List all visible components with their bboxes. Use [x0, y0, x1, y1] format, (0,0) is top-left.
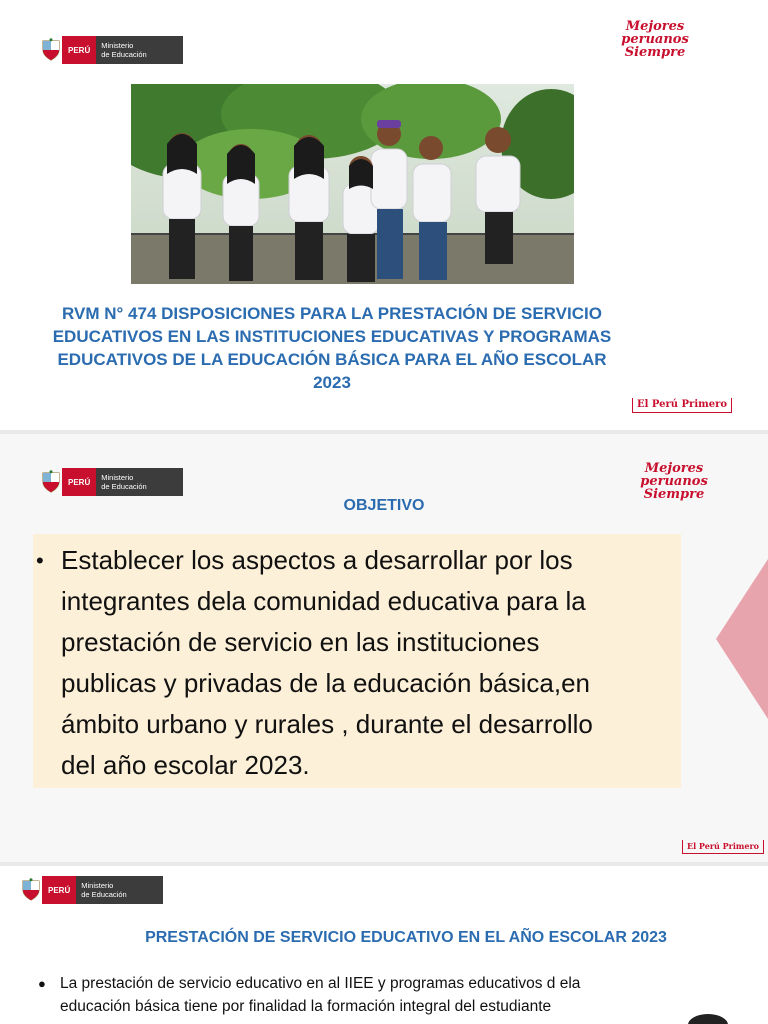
objective-heading: OBJETIVO	[343, 497, 425, 514]
slogan-line-1: Mejores	[644, 461, 704, 476]
slogan-line-2: peruanos	[621, 32, 689, 47]
slogan-logo	[620, 20, 690, 59]
decorative-shape	[688, 1014, 728, 1024]
objective-line-1: Establecer los aspectos a desarrollar por los	[61, 545, 573, 575]
objective-line-3: prestación de servicio en las instituciones	[61, 627, 540, 657]
objective-item	[33, 540, 673, 786]
objective-line-4: publicas y privadas de la educación básica,en	[61, 668, 591, 698]
ministry-logo	[20, 876, 163, 904]
el-peru-primero-tag: El Perú Primero	[682, 840, 764, 854]
slide-3	[0, 866, 768, 1024]
slogan-line-3: Siempre	[624, 45, 686, 60]
ministry-logo	[40, 36, 183, 64]
peru-label: PERÚ	[62, 468, 96, 496]
coat-of-arms-icon	[40, 468, 62, 496]
students-photo	[131, 84, 574, 284]
service-line-1: La prestación de servicio educativo en al IIEE y programas educativos d ela	[60, 975, 581, 992]
title-line-3: EDUCATIVOS DE LA EDUCACIÓN BÁSICA PARA EL AÑO ESCOLAR	[57, 350, 607, 369]
ministry-name	[96, 468, 182, 496]
coat-of-arms-icon	[20, 876, 42, 904]
coat-of-arms-icon	[40, 36, 62, 64]
decorative-triangle	[716, 559, 768, 719]
bullet-icon: ●	[38, 976, 46, 991]
ministry-line-2: de Educación	[101, 482, 147, 491]
objective-box	[33, 534, 681, 788]
ministry-line-2: de Educación	[81, 890, 127, 899]
slide-2	[0, 434, 768, 862]
slogan-line-2: peruanos	[640, 474, 708, 489]
slide-3-title: PRESTACIÓN DE SERVICIO EDUCATIVO EN EL AÑO ESCOLAR 2023	[145, 929, 667, 946]
bullet-icon: •	[36, 548, 44, 573]
ministry-name	[96, 36, 182, 64]
service-line-2: educación básica tiene por finalidad la formación integral del estudiante	[60, 998, 552, 1015]
objective-line-2: integrantes dela comunidad educativa para la	[61, 586, 586, 616]
slogan-line-3: Siempre	[643, 487, 705, 502]
objective-line-6: del año escolar 2023.	[61, 750, 310, 780]
title-line-1: RVM N° 474 DISPOSICIONES PARA LA PRESTACIÓN DE SERVICIO	[62, 304, 602, 323]
slide-1	[0, 0, 768, 430]
title-line-4: 2023	[313, 373, 351, 392]
ministry-line-1: Ministerio	[101, 473, 134, 482]
ministry-name	[76, 876, 162, 904]
ministry-line-2: de Educación	[101, 50, 147, 59]
objective-line-5: ámbito urbano y rurales , durante el desarrollo	[61, 709, 593, 739]
title-line-2: EDUCATIVOS EN LAS INSTITUCIONES EDUCATIVAS Y PROGRAMAS	[52, 327, 612, 346]
ministry-logo	[40, 468, 183, 496]
slide-1-title	[20, 302, 644, 394]
slogan-logo	[638, 462, 710, 501]
ministry-line-1: Ministerio	[81, 881, 114, 890]
peru-label: PERÚ	[42, 876, 76, 904]
ministry-line-1: Ministerio	[101, 41, 134, 50]
peru-label: PERÚ	[62, 36, 96, 64]
el-peru-primero-tag: El Perú Primero	[632, 398, 732, 413]
slogan-line-1: Mejores	[625, 19, 685, 34]
service-item	[38, 972, 658, 1018]
